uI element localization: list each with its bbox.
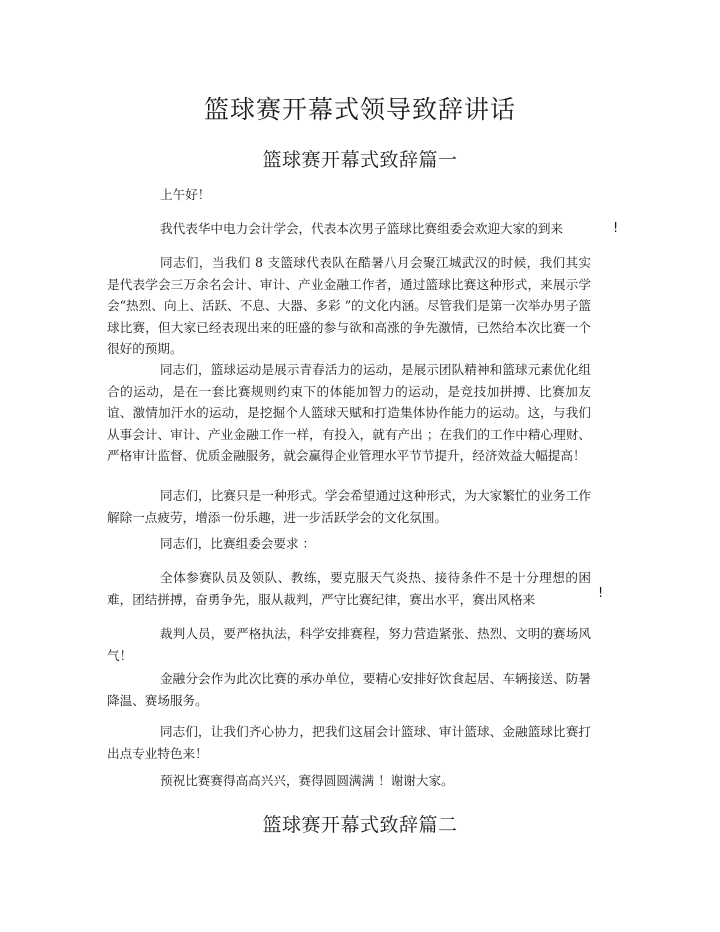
paragraph-welcome: 我代表华中电力会计学会，代表本次男子篮球比赛组委会欢迎大家的到来	[160, 221, 563, 236]
paragraph-7: 金融分会作为此次比赛的承办单位，要精心安排好饮食起居、车辆接送、防暑降温、赛场服务。	[107, 671, 591, 708]
paragraph-3: 同志们，比赛只是一种形式。学会希望通过这种形式，为大家繁忙的业务工作解除一点疲劳，增添一份乐趣，进一步活跃学会的文化氛围。	[107, 488, 591, 525]
paragraph-4: 同志们，比赛组委会要求 ：	[160, 536, 316, 551]
section-1-title: 篮球赛开幕式致辞篇一	[262, 149, 458, 171]
paragraph-5: 全体参赛队员及领队、教练，要克服天气炎热、接待条件不是十分理想的困难，团结拼搏，奋勇争先，服从裁判，严守比赛纪律，赛出水平，赛出风格来	[107, 570, 591, 607]
section-2-title: 篮球赛开幕式致辞篇二	[262, 814, 458, 836]
paragraph-6: 裁判人员，要严格执法，科学安排赛程，努力营造紧张、热烈、文明的赛场风气！	[107, 626, 591, 663]
paragraph-1: 同志们，当我们 8 支篮球代表队在酷暑八月会聚江城武汉的时候，我们其实是代表学会三万余名会计、审计、产业金融工作者，通过篮球比赛这种形式，来展示学会“热烈、向上、活跃、不息、大器、多彩 ”的文化内涵。尽管我们是第一次举办男子篮球比赛，但大家已经表现出来的旺盛的参与欲和高涨的争先激情，已然给本次比赛一个很好的预期。	[107, 255, 591, 356]
paragraph-9: 预祝比赛赛得高高兴兴，赛得圆圆满满 ！谢谢大家。	[160, 773, 454, 788]
stray-mark: !	[613, 221, 619, 236]
stray-mark: !	[598, 586, 604, 601]
paragraph-greeting: 上午好！	[160, 187, 211, 202]
document-title: 篮球赛开幕式领导致辞讲话	[203, 95, 516, 124]
paragraph-2: 同志们，篮球运动是展示青春活力的运动，是展示团队精神和篮球元素优化组合的运动，是在一套比赛规则约束下的体能加智力的运动，是竞技加拼搏、比赛加友谊、激情加汗水的运动，是挖掘个人篮球天赋和打造集体协作能力的运动。这，与我们从事会计、审计、产业金融工作一样，有投入，就有产出 ；在我们的工作中精心理财、严格审计监督、优质金融服务，就会赢得企业管理水平节节提升，经济效益大幅提高！	[107, 362, 591, 463]
paragraph-8: 同志们，让我们齐心协力，把我们这届会计篮球、审计篮球、金融篮球比赛打出点专业特色来！	[107, 724, 591, 761]
